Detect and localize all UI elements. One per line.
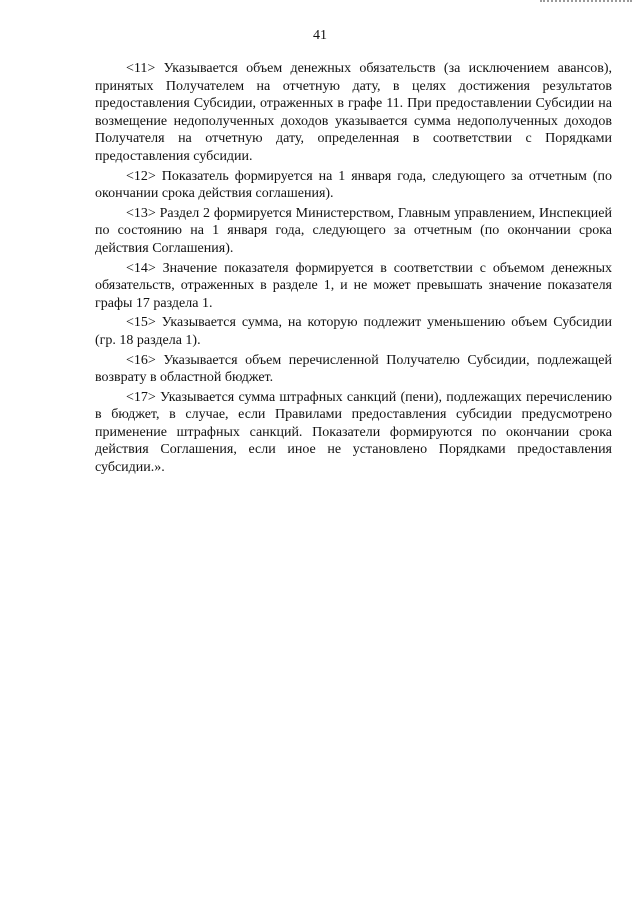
footnote-11: <11> Указывается объем денежных обязательств (за исключением авансов), принятых Получателем на отчетную дату, в целях достижения результатов предоставления Субсидии, отраженных в графе 11. При предоставлении Субсидии на возмещение недополученных доходов указывается сумма недополученных доходов Получателя на отчетную дату, определенная в соответствии с Порядками предоставления субсидии. <box>95 61 612 164</box>
footnote-15: <15> Указывается сумма, на которую подлежит уменьшению объем Субсидии (гр. 18 раздела 1). <box>95 315 612 348</box>
scan-edge-mark <box>540 0 632 5</box>
page-number: 41 <box>313 28 327 43</box>
footnote-13: <13> Раздел 2 формируется Министерством, Главным управлением, Инспекцией по состоянию на 1 января года, следующего за отчетным (по окончании срока действия Соглашения). <box>95 205 612 256</box>
footnotes-section <box>95 60 612 479</box>
footnote-16: <16> Указывается объем перечисленной Получателю Субсидии, подлежащей возврату в областной бюджет. <box>95 352 612 386</box>
footnote-14: <14> Значение показателя формируется в соответствии с объемом денежных обязательств, отраженных в разделе 1, и не может превышать значение показателя графы 17 раздела 1. <box>95 260 612 311</box>
footnote-17: <17> Указывается сумма штрафных санкций (пени), подлежащих перечислению в бюджет, в случае, если Правилами предоставления субсидии предусмотрено применение штрафных санкций. Показатели формируются по окончании срока действия Соглашения, если иное не установлено Порядками предоставления субсидии.». <box>95 389 612 476</box>
footnote-12: <12> Показатель формируется на 1 января года, следующего за отчетным (по окончании срока действия соглашения). <box>95 168 612 202</box>
